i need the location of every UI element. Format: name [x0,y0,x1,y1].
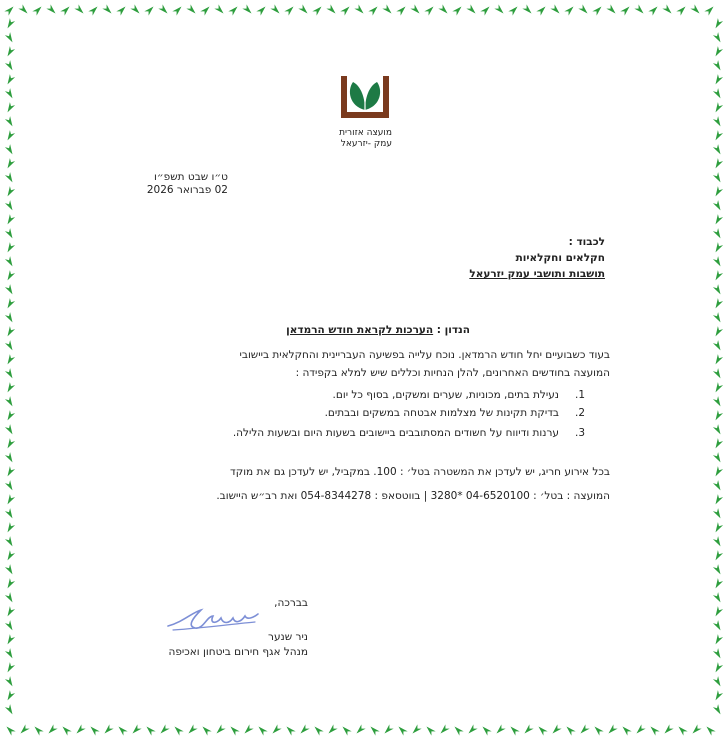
border-leaf [382,724,393,735]
border-leaf [5,60,15,72]
border-leaf [5,550,15,562]
border-leaf [270,724,281,735]
border-leaf [550,724,561,735]
border-leaf [713,312,723,324]
border-leaf [410,724,421,735]
intro-paragraph [180,346,610,382]
border-leaf [452,4,463,15]
letter-date [108,171,228,197]
border-leaf [662,4,673,15]
border-leaf [578,4,589,15]
border-leaf [424,724,435,735]
emergency-paragraph [180,460,610,508]
border-leaf [494,724,505,735]
instruction-item [165,404,585,422]
border-leaf [130,724,141,735]
border-leaf [713,32,723,44]
border-leaf [312,4,323,15]
border-leaf [713,704,723,716]
border-leaf [522,4,533,15]
border-leaf [713,88,723,100]
border-leaf [256,724,267,735]
border-leaf [713,690,723,702]
border-leaf [60,724,71,735]
border-leaf [713,144,723,156]
border-leaf [18,724,29,735]
subject-line [150,324,470,336]
border-leaf [550,4,561,15]
border-leaf [713,298,723,310]
council-name [272,128,392,150]
border-leaf [713,424,723,436]
intro-line2: המועצה בחודשים האחרונים, להלן הנחיות וכללים שיש למלא בקפידה : [295,367,610,379]
gregorian-date: 02 פברואר 2026 [146,184,228,196]
border-leaf [60,4,71,15]
border-leaf [5,172,15,184]
border-leaf [4,4,15,15]
border-leaf [424,4,435,15]
border-leaf [116,4,127,15]
border-leaf [5,606,15,618]
border-leaf [592,4,603,15]
border-leaf [522,724,533,735]
border-leaf [713,452,723,464]
border-leaf [382,4,393,15]
council-logo [335,72,395,122]
border-leaf [713,480,723,492]
border-leaf [713,284,723,296]
border-leaf [116,724,127,735]
border-leaf [676,724,687,735]
recipients-block [305,234,605,282]
border-leaf [172,4,183,15]
border-leaf [228,724,239,735]
border-leaf [5,522,15,534]
border-leaf [713,256,723,268]
border-leaf [5,438,15,450]
border-leaf [242,4,253,15]
recipients-heading: לכבוד : [568,236,605,248]
border-leaf [256,4,267,15]
border-leaf [74,724,85,735]
border-leaf [5,46,15,58]
border-leaf [46,4,57,15]
border-leaf [18,4,29,15]
council-name-line2: עמק -יזרעאל [340,139,392,149]
border-leaf [5,270,15,282]
border-leaf [713,46,723,58]
border-leaf [713,340,723,352]
border-leaf [5,466,15,478]
subject-label: הנדון : [436,324,470,336]
border-leaf [5,424,15,436]
border-leaf [713,18,723,30]
border-leaf [186,724,197,735]
border-leaf [4,724,15,735]
border-leaf [620,4,631,15]
border-leaf [5,620,15,632]
border-leaf [713,354,723,366]
border-leaf [713,634,723,646]
border-leaf [676,4,687,15]
border-leaf [5,228,15,240]
border-leaf [713,102,723,114]
border-leaf [713,214,723,226]
border-leaf [5,214,15,226]
border-leaf [5,564,15,576]
border-leaf [214,4,225,15]
border-leaf [74,4,85,15]
signatory-name: ניר שנער [268,631,308,643]
border-leaf [340,724,351,735]
border-leaf [620,724,631,735]
border-leaf [713,74,723,86]
border-leaf [438,724,449,735]
subject-text: הערכות לקראת חודש הרמדאן [286,324,434,336]
border-leaf [690,4,701,15]
border-leaf [713,536,723,548]
border-leaf [713,382,723,394]
border-leaf [634,4,645,15]
border-leaf [298,724,309,735]
border-leaf [32,4,43,15]
border-leaf [130,4,141,15]
border-leaf [5,634,15,646]
border-leaf [713,662,723,674]
border-leaf [5,116,15,128]
border-leaf [368,724,379,735]
border-leaf [648,4,659,15]
border-leaf [5,74,15,86]
border-leaf [5,536,15,548]
border-leaf [564,4,575,15]
border-leaf [592,724,603,735]
border-leaf [713,494,723,506]
recipients-line2: תושבות ותושבי עמק יזרעאל [469,268,605,280]
border-leaf [5,508,15,520]
border-leaf [158,4,169,15]
border-leaf [88,4,99,15]
border-leaf [5,144,15,156]
instruction-item [165,386,585,404]
border-leaf [5,88,15,100]
border-leaf [284,4,295,15]
border-leaf [606,724,617,735]
border-leaf [662,724,673,735]
border-leaf [466,4,477,15]
emergency-line2: המועצה : בטל׳ : 04-6520100 *3280 | בווטסאפ : 054-8344278 ואת רב״ש היישוב. [216,490,610,502]
border-leaf [5,256,15,268]
border-leaf [508,4,519,15]
border-leaf [713,242,723,254]
border-leaf [713,270,723,282]
border-leaf [32,724,43,735]
border-leaf [713,368,723,380]
border-leaf [508,724,519,735]
border-leaf [713,508,723,520]
border-leaf [5,480,15,492]
border-leaf [5,704,15,716]
item-number: 1. [574,389,585,401]
border-leaf [713,130,723,142]
border-leaf [606,4,617,15]
border-leaf [5,368,15,380]
border-leaf [298,4,309,15]
item-text: בדיקת תקינות של מצלמות אבטחה במשקים ובבתים. [324,407,559,419]
border-leaf [713,438,723,450]
border-leaf [5,312,15,324]
border-leaf [5,284,15,296]
border-leaf [354,4,365,15]
border-leaf [396,724,407,735]
border-leaf [5,578,15,590]
border-leaf [5,298,15,310]
border-leaf [5,200,15,212]
border-leaf [5,592,15,604]
border-leaf [713,620,723,632]
border-leaf [713,172,723,184]
border-leaf [396,4,407,15]
border-leaf [5,18,15,30]
border-leaf [102,724,113,735]
border-leaf [5,494,15,506]
border-leaf [690,724,701,735]
border-leaf [5,158,15,170]
border-leaf [158,724,169,735]
border-leaf [713,592,723,604]
border-leaf [5,102,15,114]
border-leaf [648,724,659,735]
border-leaf [5,452,15,464]
border-leaf [326,4,337,15]
border-leaf [713,396,723,408]
border-leaf [326,724,337,735]
border-leaf [284,724,295,735]
emergency-line1: בכל אירוע חריג, יש לעדכן את המשטרה בטל׳ : 100. במקביל, יש לעדכן גם את מוקד [230,466,610,478]
item-text: ערנות ודיווח על חשודים המסתובבים ביישובים בשעות היום ובשעות הלילה. [232,427,559,439]
border-leaf [536,724,547,735]
border-leaf [410,4,421,15]
border-leaf [713,522,723,534]
border-leaf [713,550,723,562]
border-leaf [228,4,239,15]
border-leaf [713,60,723,72]
signatory-title: מנהל אגף חירום ביטחון ואכיפה [168,646,308,658]
border-leaf [438,4,449,15]
border-leaf [46,724,57,735]
border-leaf [713,648,723,660]
border-leaf [144,4,155,15]
border-leaf [480,724,491,735]
border-leaf [713,186,723,198]
border-leaf [5,648,15,660]
border-leaf [200,4,211,15]
border-leaf [5,410,15,422]
border-leaf [5,354,15,366]
border-leaf [354,724,365,735]
item-number: 3. [574,427,585,439]
border-leaf [713,410,723,422]
border-leaf [713,578,723,590]
border-leaf [270,4,281,15]
border-leaf [172,724,183,735]
border-leaf [368,4,379,15]
recipients-line1: חקלאים וחקלאיות [515,252,605,264]
closing-greeting: בברכה, [274,597,308,609]
border-leaf [5,186,15,198]
border-leaf [578,724,589,735]
border-leaf [713,564,723,576]
border-leaf [242,724,253,735]
border-leaf [564,724,575,735]
border-leaf [536,4,547,15]
border-leaf [5,396,15,408]
border-leaf [713,116,723,128]
border-leaf [312,724,323,735]
border-leaf [200,724,211,735]
intro-line1: בעוד כשבועיים יחל חודש הרמדאן. נוכח עלייה בפשיעה העבריינית והחקלאית ביישובי [239,349,610,361]
border-leaf [5,690,15,702]
border-leaf [5,662,15,674]
border-leaf [214,724,225,735]
border-leaf [634,724,645,735]
signatory [108,630,308,660]
border-leaf [713,326,723,338]
item-text: נעילת בתים, מכוניות, שערים ומשקים, בסוף כל יום. [332,389,559,401]
border-leaf [704,724,715,735]
border-leaf [102,4,113,15]
border-leaf [713,466,723,478]
hebrew-date: ט״ו שבט תשפ״ו [154,171,228,183]
border-leaf [5,242,15,254]
border-leaf [713,228,723,240]
border-leaf [466,724,477,735]
border-leaf [704,4,715,15]
border-leaf [452,724,463,735]
council-name-line1: מועצה אזורית [339,128,392,138]
border-leaf [5,676,15,688]
border-leaf [5,326,15,338]
border-leaf [186,4,197,15]
border-leaf [713,158,723,170]
border-leaf [5,130,15,142]
border-leaf [5,382,15,394]
border-leaf [494,4,505,15]
border-leaf [480,4,491,15]
border-leaf [144,724,155,735]
border-leaf [5,340,15,352]
border-leaf [713,676,723,688]
item-number: 2. [574,407,585,419]
border-leaf [713,606,723,618]
border-leaf [88,724,99,735]
border-leaf [5,32,15,44]
border-leaf [713,200,723,212]
border-leaf [340,4,351,15]
instruction-item [165,424,585,442]
